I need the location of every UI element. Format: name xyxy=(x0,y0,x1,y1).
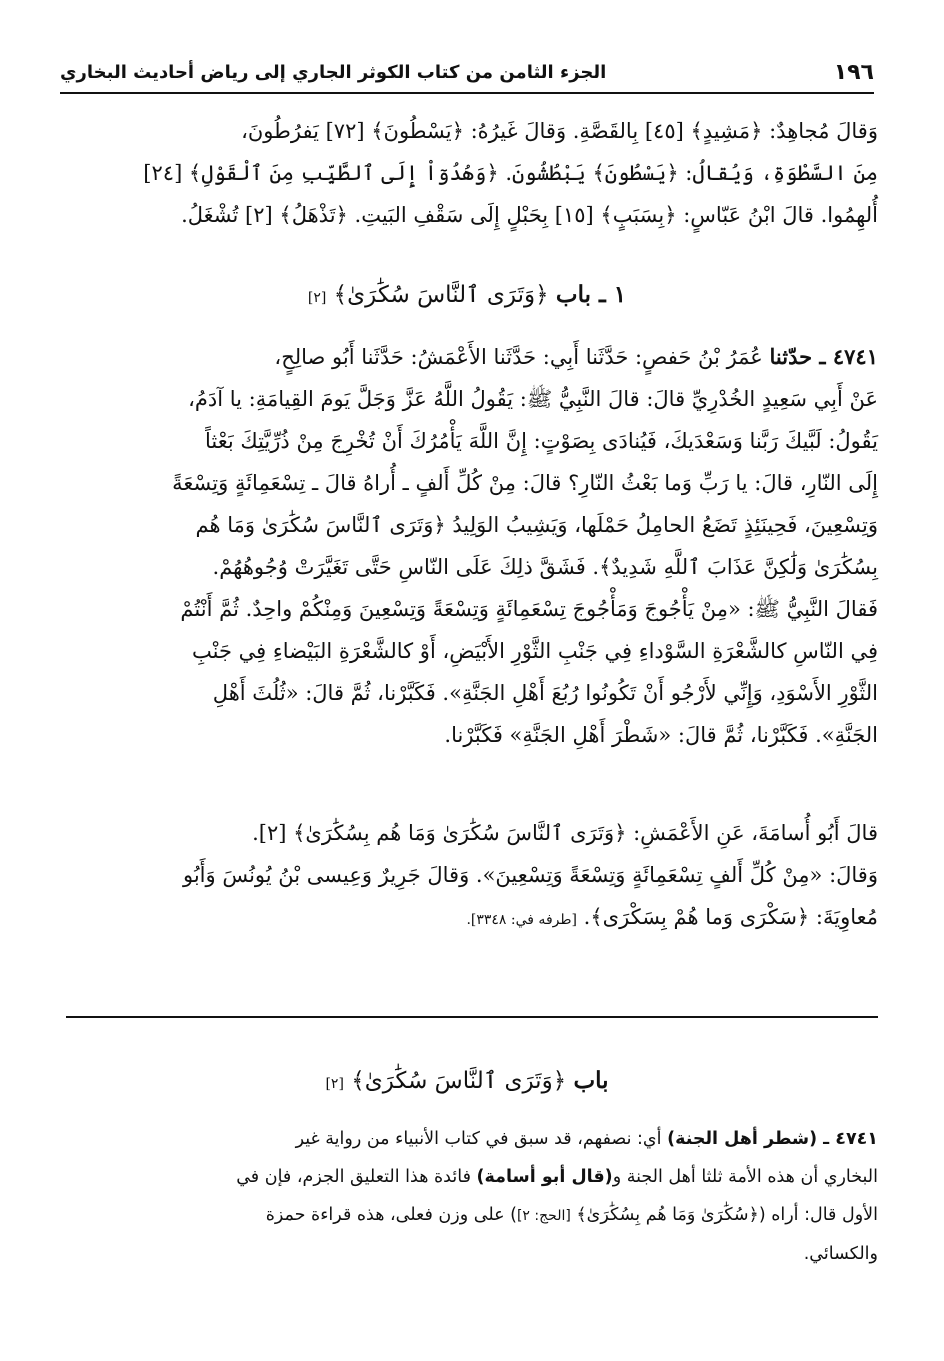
hadith-line: إِلَى النّارِ، قالَ: يا رَبِّ وَما بَعْثُ النّارِ؟ قالَ: مِنْ كُلِّ أَلفٍ ـ أُراهُ قالَ ـ تِسْعَمِائَةٍ وَتِسْعَةً xyxy=(172,471,878,495)
intro-line: وَقالَ مُجاهِدٌ: ﴿مَشِيدٍ﴾ [٤٥] بِالقَصَّةِ. وَقالَ غَيرُهُ: ﴿يَسْطُونَ﴾ [٧٢] يَفرُطُونَ، xyxy=(241,119,878,143)
narration-line xyxy=(56,896,878,941)
hadith-line: عَنْ أَبِي سَعِيدٍ الخُدْرِيِّ قالَ: قالَ النَّبِيُّ ﷺ: يَقُولُ اللَّهُ عَزَّ وَجَلَّ يَومَ القِيامَةِ: يا آدَمُ، xyxy=(188,387,878,411)
commentary-line xyxy=(62,1196,878,1235)
hadith-number: ٤٧٤١ ـ حدّثنا xyxy=(769,344,878,369)
commentary-line-text: أي: نصفهم، قد سبق في كتاب الأنبياء من رواية غير xyxy=(295,1129,662,1149)
commentary-heading xyxy=(56,1058,878,1107)
chapter-heading xyxy=(56,272,878,321)
commentary-verse-ref: [الحج: ٢] xyxy=(516,1208,571,1224)
hadith-text xyxy=(56,336,878,756)
hadith-line: الجَنَّةِ». فَكَبَّرْنا، ثُمَّ قالَ: «شَطْرَ أَهْلِ الجَنَّةِ» فَكَبَّرْنا. xyxy=(444,723,878,747)
cross-reference: [طرفه في: ٣٣٤٨]. xyxy=(466,912,577,928)
hadith-line: يَقُولُ: لَبَّيكَ رَبَّنا وَسَعْدَيكَ، فَيُنادَى بِصَوْتٍ: إِنَّ اللَّهَ يَأْمُرُكَ أَنْ تُخْرِجَ مِنْ ذُرِّيَّتِكَ بَعْثاً xyxy=(205,429,878,453)
footnote-divider xyxy=(66,1016,878,1018)
hadith-line-text: عُمَرُ بْنُ حَفصٍ: حَدَّثَنا أَبِي: حَدَّثَنا الأَعْمَشُ: حَدَّثَنا أَبُو صالِحٍ، xyxy=(274,345,763,369)
chapter-verse: ﴿وَتَرَى ٱلنَّاسَ سُكَٰرَىٰ﴾ xyxy=(333,282,549,308)
commentary-line xyxy=(62,1120,878,1158)
commentary-bold-phrase: (قال أبو أسامة) xyxy=(476,1167,613,1187)
commentary-lead: ٤٧٤١ ـ (شطر أهل الجنة) xyxy=(667,1129,878,1149)
commentary-line: والكسائي. xyxy=(803,1244,878,1264)
hadith-line: الثَّوْرِ الأَسْوَدِ، وَإِنِّي لأَرْجُو أَنْ تَكُونُوا رُبُعَ أَهْلِ الجَنَّةِ». فَكَبَّرْنا، ثُمَّ قالَ: «ثُلُثَ أَهْلِ xyxy=(212,681,878,705)
commentary-line-text: فائدة هذا التعليق الجزم، فإن في xyxy=(236,1167,471,1187)
commentary-verse: ﴿سُكَٰرَىٰ وَمَا هُم بِسُكَٰرَىٰ﴾ xyxy=(576,1205,759,1225)
running-title: الجزء الثامن من كتاب الكوثر الجاري إلى رياض أحاديث البخاري xyxy=(60,61,607,83)
hadith-line: فِي النّاسِ كالشَّعْرَةِ السَّوْداءِ فِي جَنْبِ الثَّوْرِ الأَبْيَضِ، أَوْ كالشَّعْرَةِ البَيْضاءِ فِي جَنْبِ xyxy=(191,639,878,663)
commentary-line-text: ) على وزن فعلى، هذه قراءة حمزة xyxy=(265,1205,517,1225)
page-number: ١٩٦ xyxy=(833,59,874,85)
page-header xyxy=(60,52,874,94)
intro-paragraph xyxy=(56,110,878,236)
commentary-text xyxy=(62,1120,878,1273)
commentary-line-text: الأول قال: أراه ( xyxy=(758,1205,878,1225)
intro-line: مِنَ السَّطْوَةِ، وَيُقالُ: ﴿يَسْطُونَ﴾ يَبْطُشُونَ. ﴿وَهُدُوٓاْ إِلَى ٱلطَّيِّبِ مِنَ ٱلْقَوْلِ﴾ [٢٤] xyxy=(143,161,878,185)
intro-line: أُلهِمُوا. قالَ ابْنُ عَبّاسٍ: ﴿بِسَبَبٍ﴾ [١٥] بِحَبْلٍ إِلَى سَقْفِ البَيتِ. ﴿تَذْهَلُ﴾ [٢] تُشْغَلُ. xyxy=(181,203,878,227)
hadith-line: فَقالَ النَّبِيُّ ﷺ: «مِنْ يَأْجُوجَ وَمَأْجُوجَ تِسْعَمِائَةٍ وَتِسْعَةً وَتِسْعِينَ وَمِنْكُمْ واحِدٌ. ثُمَّ أَنْتُمْ xyxy=(180,597,878,621)
hadith-line: وَتِسْعِينَ، فَحِينَئِذٍ تَضَعُ الحامِلُ حَمْلَها، وَيَشِيبُ الوَلِيدُ ﴿وَتَرَى ٱلنَّاسَ سُكَٰرَىٰ وَمَا هُم xyxy=(195,513,878,537)
commentary-heading-label: باب xyxy=(573,1067,609,1094)
narration-paragraph xyxy=(56,812,878,941)
chapter-verse-ref: [٢] xyxy=(307,290,327,306)
chapter-number: ١ ـ باب xyxy=(555,281,627,308)
narration-line: قالَ أَبُو أُسامَةَ، عَنِ الأَعْمَشِ: ﴿وَتَرَى ٱلنَّاسَ سُكَٰرَىٰ وَمَا هُم بِسُكَٰرَىٰ﴾ [٢]. xyxy=(252,821,878,845)
commentary-line-text: البخاري أن هذه الأمة ثلثا أهل الجنة و xyxy=(612,1167,878,1187)
hadith-line xyxy=(56,336,878,378)
commentary-line xyxy=(62,1158,878,1196)
narration-line: وَقالَ: «مِنْ كُلِّ أَلفٍ تِسْعَمِائَةٍ وَتِسْعَةً وَتِسْعِينَ». وَقالَ جَرِيرٌ وَعِيسى بْنُ يُونُسَ وَأَبُو xyxy=(182,863,878,887)
hadith-line: بِسُكَٰرَىٰ وَلَٰكِنَّ عَذَابَ ٱللَّهِ شَدِيدٌ﴾. فَشَقَّ ذلِكَ عَلَى النّاسِ حَتَّى تَغَيَّرَتْ وُجُوهُهُمْ. xyxy=(212,555,878,579)
commentary-heading-verse: ﴿وَتَرَى ٱلنَّاسَ سُكَٰرَىٰ﴾ xyxy=(351,1068,567,1094)
narration-text: مُعاوِيَةَ: ﴿سَكْرَى وَما هُمْ بِسَكْرَى﴾. xyxy=(583,905,878,929)
commentary-heading-ref: [٢] xyxy=(325,1076,344,1092)
